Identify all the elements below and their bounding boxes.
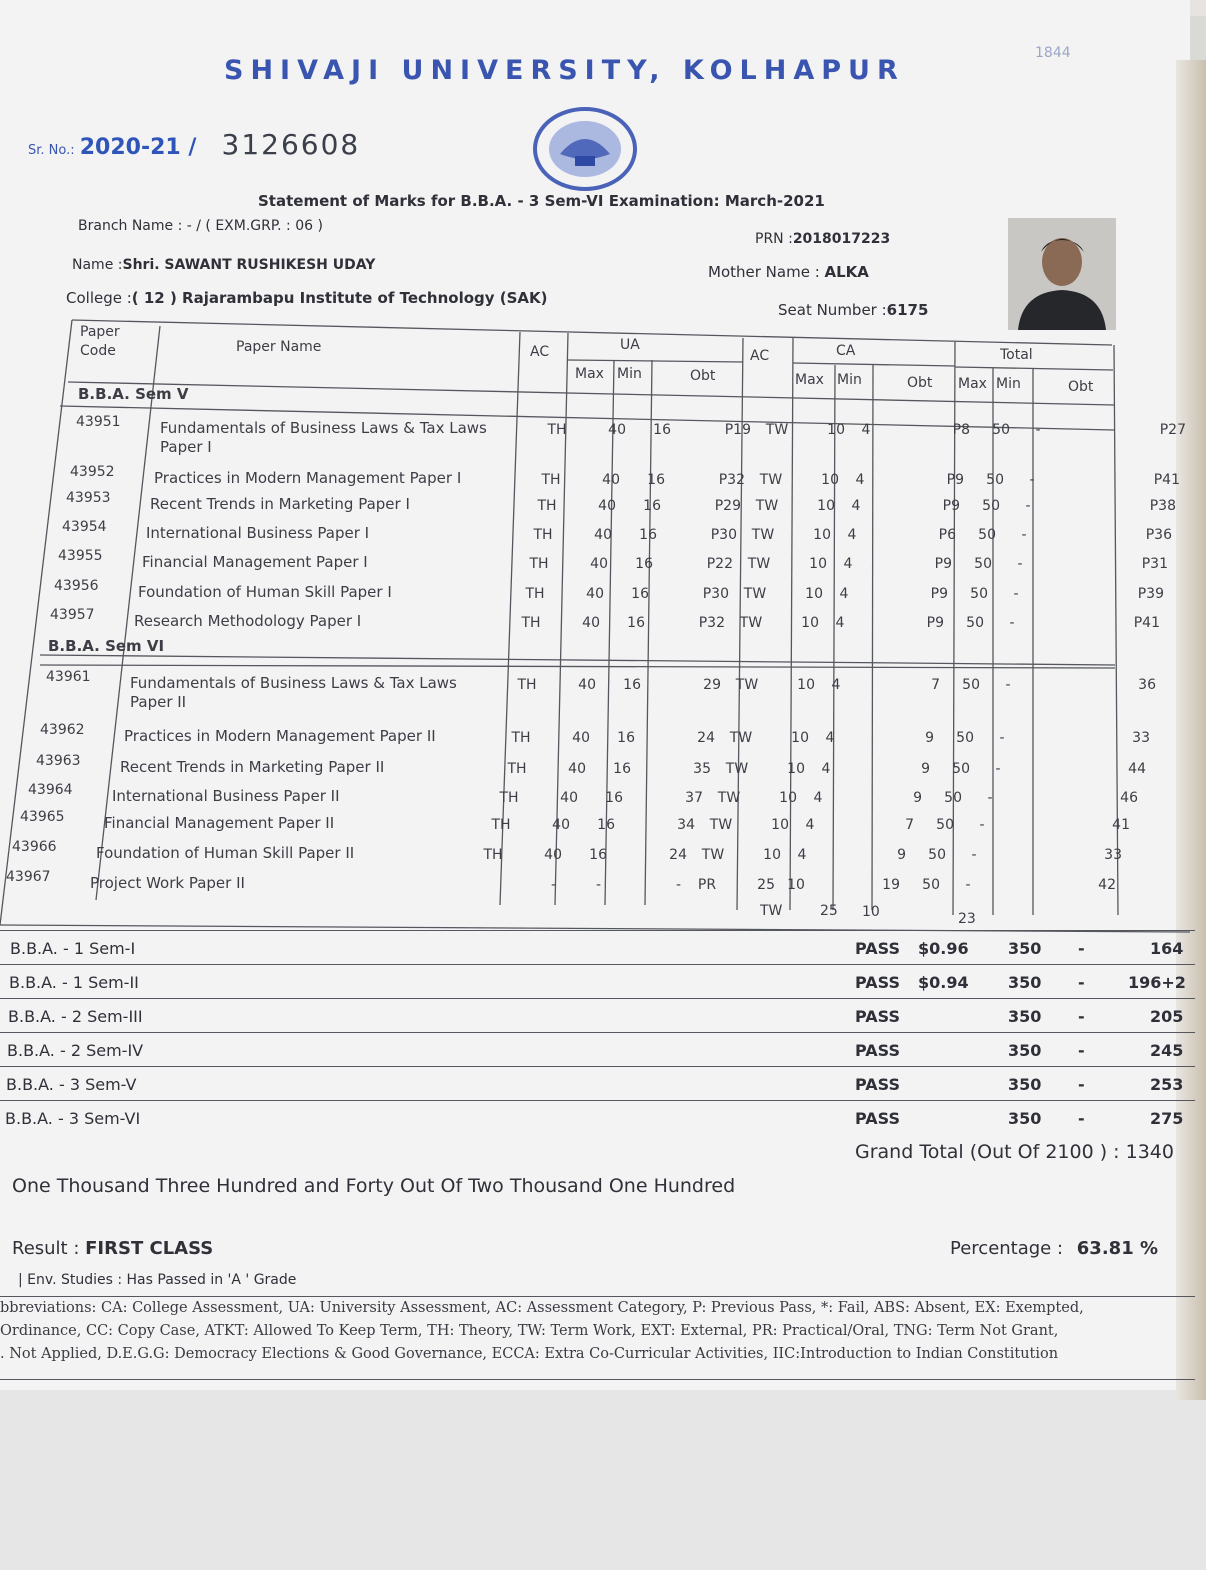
cell-code: 43956 <box>54 578 99 594</box>
cell-t-max: 50 <box>962 677 980 693</box>
cell-ca-max: 10 <box>791 730 809 746</box>
summary-row <box>0 930 1195 965</box>
cell-ca-max: 10 <box>809 556 827 572</box>
cell-ua-obt: P19 <box>724 422 751 438</box>
cell-ua-min: 16 <box>639 527 657 543</box>
abbreviations-line: . Not Applied, D.E.G.G: Democracy Elections & Good Governance, ECCA: Extra Co-Curricular Activities, IIC:Introduction to Indian Constitution <box>0 1346 1059 1362</box>
cell-ac2: TW <box>755 498 779 514</box>
cell-ua-min: 16 <box>647 472 665 488</box>
summary-sgpa: $0.94 <box>918 973 969 992</box>
cell-t-obt: 33 <box>1132 730 1150 746</box>
cell-ca-min: 4 <box>851 498 861 514</box>
cell-ac: TH <box>517 677 537 693</box>
cell-t-max: 50 <box>978 527 996 543</box>
mother-label: Mother Name : <box>708 263 825 281</box>
college-value: ( 12 ) Rajarambapu Institute of Technology (SAK) <box>131 289 548 307</box>
university-title: SHIVAJI UNIVERSITY, KOLHAPUR <box>224 55 905 86</box>
header-ac-ca: AC <box>750 348 770 364</box>
cell-t-max: 50 <box>982 498 1000 514</box>
cell-ac: TH <box>525 586 545 602</box>
header-total-obt: Obt <box>1068 379 1094 395</box>
cell-code: 43961 <box>46 669 91 685</box>
cell-t-min: - <box>1013 586 1019 602</box>
cell-ua-max: 40 <box>552 817 570 833</box>
cell-t-min: - <box>1017 556 1023 572</box>
project-tw-max: 25 <box>820 903 838 919</box>
summary-status: PASS <box>855 973 900 992</box>
cell-code: 43951 <box>76 414 121 430</box>
cell-t-min: - <box>1021 527 1027 543</box>
cell-name-line2: Paper I <box>160 438 212 456</box>
cell-name: Recent Trends in Marketing Paper II <box>120 758 385 776</box>
summary-obt: 196+2 <box>1128 973 1186 992</box>
cell-ca-obt: 7 <box>931 677 940 693</box>
cell-ca-min: 4 <box>813 790 823 806</box>
cell-t-obt: 33 <box>1104 847 1122 863</box>
mother-value: ALKA <box>824 263 869 281</box>
cell-t-obt: P38 <box>1149 498 1176 514</box>
cell-ca-min: 4 <box>797 847 807 863</box>
cell-ac: TH <box>547 422 567 438</box>
cell-code: 43965 <box>20 809 65 825</box>
cell-ca-obt: P9 <box>934 556 952 572</box>
summary-min: - <box>1078 1041 1085 1060</box>
cell-ca-max: 10 <box>771 817 789 833</box>
cell-ac: TH <box>499 790 519 806</box>
cell-ac2: TW <box>743 586 767 602</box>
cell-ca-obt: 7 <box>905 817 914 833</box>
cell-t-max: 50 <box>992 422 1010 438</box>
cell-ua-obt: P22 <box>706 556 733 572</box>
cell-ua-obt: 24 <box>697 730 715 746</box>
cell-ac: TH <box>483 847 503 863</box>
cell-code: 43952 <box>70 464 115 480</box>
summary-label: B.B.A. - 3 Sem-V <box>6 1075 137 1094</box>
cell-name: Practices in Modern Management Paper I <box>154 469 462 487</box>
summary-max: 350 <box>1008 1041 1042 1060</box>
cell-t-obt: P27 <box>1159 422 1186 438</box>
cell-t-max: 50 <box>974 556 992 572</box>
cell-ac2: TW <box>739 615 763 631</box>
summary-min: - <box>1078 939 1085 958</box>
section-sem-vi: B.B.A. Sem VI <box>48 637 165 655</box>
cell-ua-max: 40 <box>582 615 600 631</box>
cell-code: 43957 <box>50 607 95 623</box>
cell-ac2: TW <box>701 847 725 863</box>
cell-ua-min: 16 <box>635 556 653 572</box>
summary-obt: 245 <box>1150 1041 1184 1060</box>
summary-status: PASS <box>855 939 900 958</box>
result-label: Result : <box>12 1238 86 1259</box>
cell-ua-max: 40 <box>594 527 612 543</box>
result-value: FIRST CLASS <box>85 1238 214 1259</box>
cell-ua-obt: P29 <box>714 498 741 514</box>
cell-t-max: 50 <box>966 615 984 631</box>
cell-name: Financial Management Paper II <box>104 814 335 832</box>
section-sem-v: B.B.A. Sem V <box>78 385 189 403</box>
summary-min: - <box>1078 973 1085 992</box>
header-ac-ua: AC <box>530 344 550 360</box>
grand-total: Grand Total (Out Of 2100 ) : 1340 <box>855 1141 1174 1163</box>
abbreviations-line: bbreviations: CA: College Assessment, UA: University Assessment, AC: Assessment Category, P: Previous Pass, *: Fail, ABS: Absent, EX: Exempted, <box>0 1300 1084 1316</box>
summary-min: - <box>1078 1007 1085 1026</box>
cell-ca-obt: P9 <box>926 615 944 631</box>
cell-ac: TH <box>491 817 511 833</box>
cell-t-obt: P31 <box>1141 556 1168 572</box>
cell-ua-min: - <box>595 877 601 893</box>
abbreviations-line: Ordinance, CC: Copy Case, ATKT: Allowed To Keep Term, TH: Theory, TW: Term Work, EXT: External, PR: Practical/Oral, TNG: Term Not Grant, <box>0 1323 1059 1339</box>
cell-t-max: 50 <box>986 472 1004 488</box>
cell-ua-min: 16 <box>613 761 631 777</box>
seat-value: 6175 <box>886 301 929 319</box>
cell-ac2: TW <box>725 761 749 777</box>
background-surface <box>0 1390 1206 1570</box>
cell-ua-max: 40 <box>560 790 578 806</box>
cell-ac2: TW <box>729 730 753 746</box>
cell-ca-min: 4 <box>855 472 865 488</box>
header-ca: CA <box>836 343 856 359</box>
cell-ua-max: 40 <box>578 677 596 693</box>
cell-ac2: TW <box>751 527 775 543</box>
summary-label: B.B.A. - 3 Sem-VI <box>5 1109 141 1128</box>
statement-title: Statement of Marks for B.B.A. - 3 Sem-VI Examination: March-2021 <box>258 192 825 210</box>
cell-name: Foundation of Human Skill Paper II <box>96 844 355 862</box>
cell-t-min: - <box>1025 498 1031 514</box>
env-studies: | Env. Studies : Has Passed in 'A ' Grade <box>18 1272 297 1288</box>
summary-label: B.B.A. - 2 Sem-III <box>8 1007 143 1026</box>
serial-label: Sr. No.: <box>28 143 75 158</box>
percentage <box>950 1238 1158 1259</box>
cell-t-max: 50 <box>922 877 940 893</box>
summary-max: 350 <box>1008 1007 1042 1026</box>
cell-t-min: - <box>979 817 985 833</box>
header-ua: UA <box>620 337 640 353</box>
header-total-max: Max <box>958 376 987 392</box>
cell-ua-max: 40 <box>572 730 590 746</box>
prn-value: 2018017223 <box>792 231 891 247</box>
percentage-value: 63.81 % <box>1076 1238 1159 1259</box>
summary-min: - <box>1078 1109 1085 1128</box>
header-paper-code: Paper Code <box>80 324 120 359</box>
cell-ua-min: 16 <box>643 498 661 514</box>
cell-code: 43963 <box>36 753 81 769</box>
cell-ua-max: 40 <box>568 761 586 777</box>
cell-t-min: - <box>995 761 1001 777</box>
cell-ca-min: 4 <box>821 761 831 777</box>
cell-ua-min: 16 <box>617 730 635 746</box>
cell-code: 43954 <box>62 519 107 535</box>
cell-ua-max: 40 <box>608 422 626 438</box>
summary-obt: 164 <box>1150 939 1184 958</box>
summary-row <box>0 1032 1195 1067</box>
summary-max: 350 <box>1008 973 1042 992</box>
summary-obt: 253 <box>1150 1075 1184 1094</box>
cell-ca-obt: 9 <box>897 847 906 863</box>
summary-status: PASS <box>855 1075 900 1094</box>
seat-label: Seat Number : <box>778 301 887 319</box>
cell-ac2: TW <box>759 472 783 488</box>
cell-ca-min: 10 <box>787 877 805 893</box>
cell-name: Project Work Paper II <box>90 874 245 892</box>
summary-label: B.B.A. - 1 Sem-I <box>10 939 136 958</box>
cell-ua-max: 40 <box>598 498 616 514</box>
cell-t-min: - <box>1029 472 1035 488</box>
cell-t-min: - <box>1035 422 1041 438</box>
total-in-words: One Thousand Three Hundred and Forty Out Of Two Thousand One Hundred <box>12 1175 736 1197</box>
cell-t-obt: 41 <box>1112 817 1130 833</box>
cell-ca-obt: 9 <box>921 761 930 777</box>
cell-ac: TH <box>541 472 561 488</box>
cell-ca-max: 10 <box>813 527 831 543</box>
cell-ua-min: 16 <box>627 615 645 631</box>
cell-ca-obt: P6 <box>938 527 956 543</box>
cell-ac2: TW <box>717 790 741 806</box>
cell-t-max: 50 <box>952 761 970 777</box>
header-ua-min: Min <box>617 366 642 382</box>
cell-ua-min: 16 <box>623 677 641 693</box>
header-ca-min: Min <box>837 372 862 388</box>
cell-t-obt: 36 <box>1138 677 1156 693</box>
branch-name: Branch Name : - / ( EXM.GRP. : 06 ) <box>78 218 323 234</box>
cell-t-min: - <box>965 877 971 893</box>
cell-ca-max: 10 <box>787 761 805 777</box>
summary-label: B.B.A. - 1 Sem-II <box>9 973 139 992</box>
cell-code: 43953 <box>66 490 111 506</box>
cell-ca-min: 4 <box>861 422 871 438</box>
summary-row <box>0 998 1195 1033</box>
cell-ua-obt: P30 <box>710 527 737 543</box>
cell-ua-obt: 34 <box>677 817 695 833</box>
cell-ca-max: 10 <box>817 498 835 514</box>
cell-code: 43955 <box>58 548 103 564</box>
cell-t-max: 50 <box>944 790 962 806</box>
cell-ca-min: 4 <box>847 527 857 543</box>
summary-obt: 275 <box>1150 1109 1184 1128</box>
cell-ua-obt: 24 <box>669 847 687 863</box>
header-ua-max: Max <box>575 366 604 382</box>
summary-row <box>0 964 1195 999</box>
cell-ac2: TW <box>747 556 771 572</box>
cell-t-min: - <box>999 730 1005 746</box>
header-ua-obt: Obt <box>690 368 716 384</box>
cell-t-min: - <box>1009 615 1015 631</box>
cell-name: Financial Management Paper I <box>142 553 368 571</box>
cell-name: Recent Trends in Marketing Paper I <box>150 495 410 513</box>
cell-ac2: TW <box>765 422 789 438</box>
cell-t-obt: 46 <box>1120 790 1138 806</box>
cell-ca-max: 10 <box>797 677 815 693</box>
header-paper-name: Paper Name <box>236 339 322 355</box>
cell-t-obt: P36 <box>1145 527 1172 543</box>
cell-ca-max: 10 <box>827 422 845 438</box>
cell-ua-min: 16 <box>605 790 623 806</box>
summary-label: B.B.A. - 2 Sem-IV <box>7 1041 144 1060</box>
cell-ua-obt: 37 <box>685 790 703 806</box>
cell-code: 43964 <box>28 782 73 798</box>
cell-ca-max: 10 <box>779 790 797 806</box>
cell-ua-obt: 35 <box>693 761 711 777</box>
cell-ac2: PR <box>697 877 717 893</box>
cell-ca-max: 25 <box>757 877 775 893</box>
cell-ua-min: 16 <box>631 586 649 602</box>
cell-ca-min: 4 <box>831 677 841 693</box>
cell-name: Practices in Modern Management Paper II <box>124 727 436 745</box>
cell-ac: TH <box>537 498 557 514</box>
cell-ca-obt: P8 <box>952 422 970 438</box>
cell-ca-min: 4 <box>839 586 849 602</box>
header-ca-max: Max <box>795 372 824 388</box>
cell-ca-obt: P9 <box>946 472 964 488</box>
cell-t-min: - <box>971 847 977 863</box>
project-tw-ac: TW <box>760 903 783 919</box>
cell-code: 43962 <box>40 722 85 738</box>
handwritten-number: 1844 <box>1035 45 1071 61</box>
summary-status: PASS <box>855 1041 900 1060</box>
cell-ac2: TW <box>735 677 759 693</box>
serial-year: 2020-21 / <box>79 135 197 160</box>
abbreviations <box>0 1296 1195 1380</box>
cell-name: Foundation of Human Skill Paper I <box>138 583 392 601</box>
header-total-min: Min <box>996 376 1021 392</box>
summary-row <box>0 1066 1195 1101</box>
cell-ca-max: 10 <box>821 472 839 488</box>
cell-ua-max: - <box>550 877 556 893</box>
cell-ca-max: 10 <box>763 847 781 863</box>
cell-ca-min: 4 <box>835 615 845 631</box>
cell-ca-min: 4 <box>805 817 815 833</box>
cell-t-obt: P41 <box>1133 615 1160 631</box>
cell-ca-max: 10 <box>801 615 819 631</box>
cell-ac: TH <box>533 527 553 543</box>
cell-t-obt: P39 <box>1137 586 1164 602</box>
cell-ua-obt: P32 <box>718 472 745 488</box>
cell-ca-obt: 9 <box>913 790 922 806</box>
cell-ua-max: 40 <box>544 847 562 863</box>
cell-ua-obt: 29 <box>703 677 721 693</box>
summary-status: PASS <box>855 1007 900 1026</box>
summary-max: 350 <box>1008 939 1042 958</box>
cell-code: 43966 <box>12 839 57 855</box>
cell-ac: TH <box>521 615 541 631</box>
header-ca-obt: Obt <box>907 375 933 391</box>
cell-ca-obt: 19 <box>882 877 900 893</box>
summary-obt: 205 <box>1150 1007 1184 1026</box>
cell-ac: TH <box>529 556 549 572</box>
cell-ua-obt: P30 <box>702 586 729 602</box>
cell-name: Fundamentals of Business Laws & Tax Laws <box>160 419 487 437</box>
summary-status: PASS <box>855 1109 900 1128</box>
cell-name: Fundamentals of Business Laws & Tax Laws <box>130 674 457 692</box>
college-label: College : <box>66 289 132 307</box>
cell-t-obt: 42 <box>1098 877 1116 893</box>
cell-ca-min: 4 <box>825 730 835 746</box>
cell-name: Research Methodology Paper I <box>134 612 362 630</box>
cell-ca-min: 4 <box>843 556 853 572</box>
cell-ua-obt: P32 <box>698 615 725 631</box>
project-tw-min: 10 <box>862 904 880 920</box>
cell-ua-obt: - <box>675 877 681 893</box>
cell-t-min: - <box>987 790 993 806</box>
cell-ua-max: 40 <box>590 556 608 572</box>
cell-name-line2: Paper II <box>130 693 187 711</box>
prn-label: PRN : <box>755 231 793 247</box>
summary-min: - <box>1078 1075 1085 1094</box>
cell-ua-max: 40 <box>602 472 620 488</box>
summary-max: 350 <box>1008 1109 1042 1128</box>
cell-ac2: TW <box>709 817 733 833</box>
cell-ua-min: 16 <box>653 422 671 438</box>
cell-ac: TH <box>511 730 531 746</box>
name-label: Name : <box>72 257 123 273</box>
cell-t-max: 50 <box>970 586 988 602</box>
cell-name: International Business Paper I <box>146 524 370 542</box>
project-tw-obt: 23 <box>958 911 976 927</box>
cell-ca-max: 10 <box>805 586 823 602</box>
cell-t-max: 50 <box>936 817 954 833</box>
cell-ua-max: 40 <box>586 586 604 602</box>
header-total: Total <box>1000 347 1033 363</box>
cell-ca-obt: P9 <box>930 586 948 602</box>
cell-ca-obt: P9 <box>942 498 960 514</box>
serial-value: 3126608 <box>221 128 361 161</box>
summary-row <box>0 1100 1195 1135</box>
percentage-label: Percentage : <box>950 1238 1064 1259</box>
summary-max: 350 <box>1008 1075 1042 1094</box>
cell-ua-min: 16 <box>589 847 607 863</box>
cell-t-max: 50 <box>928 847 946 863</box>
cell-t-obt: P41 <box>1153 472 1180 488</box>
cell-t-min: - <box>1005 677 1011 693</box>
cell-ua-min: 16 <box>597 817 615 833</box>
name-value: Shri. SAWANT RUSHIKESH UDAY <box>122 257 376 273</box>
result <box>12 1238 213 1259</box>
cell-ac: TH <box>507 761 527 777</box>
cell-t-obt: 44 <box>1128 761 1146 777</box>
summary-sgpa: $0.96 <box>918 939 969 958</box>
cell-code: 43967 <box>6 869 51 885</box>
cell-t-max: 50 <box>956 730 974 746</box>
cell-ca-obt: 9 <box>925 730 934 746</box>
cell-name: International Business Paper II <box>112 787 340 805</box>
